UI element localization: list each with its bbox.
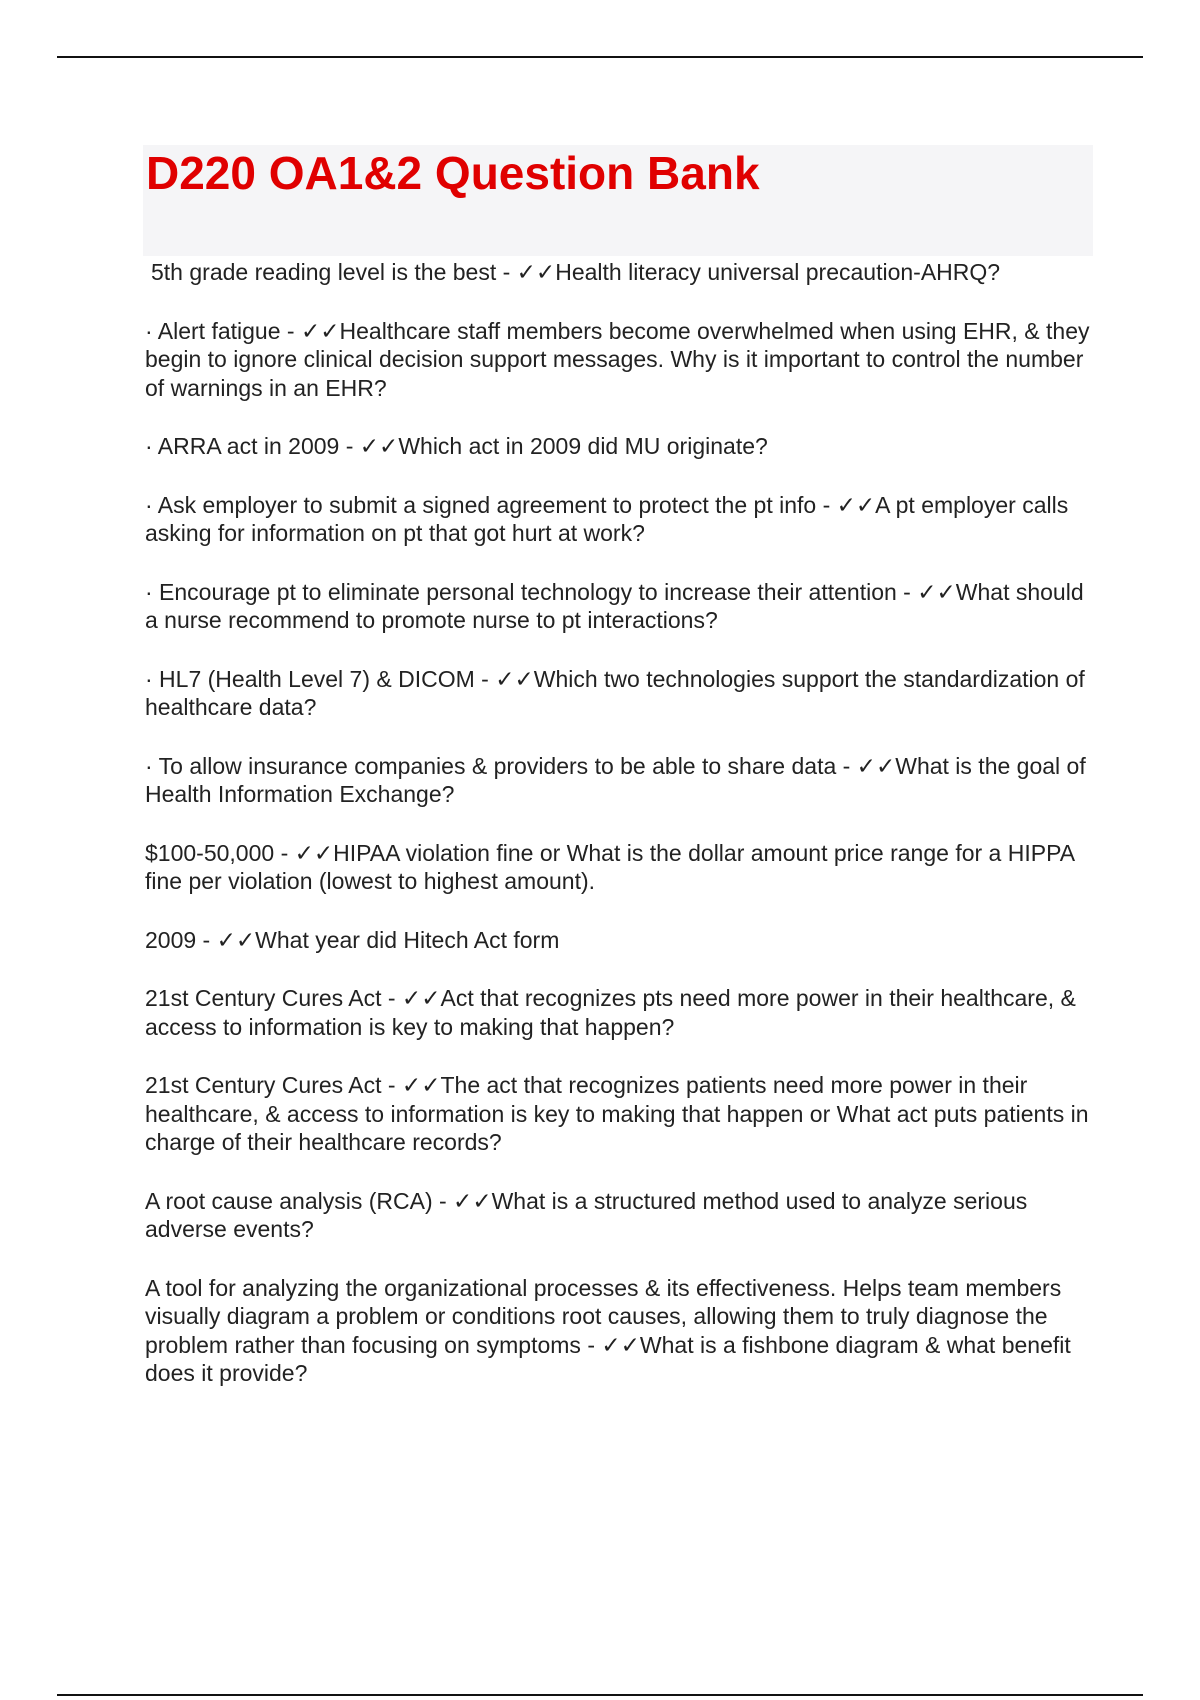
question-item: · ARRA act in 2009 - ✓✓Which act in 2009 did MU originate?	[145, 433, 768, 459]
question-item: A root cause analysis (RCA) - ✓✓What is a structured method used to analyze serious adverse events?	[145, 1187, 1028, 1242]
question-item: 2009 - ✓✓What year did Hitech Act form	[145, 926, 560, 953]
question-item: A tool for analyzing the organizational processes & its effectiveness. Helps team members visually diagram a problem or conditions root causes, allowing them to truly diagnose the problem rather than focusing on symptoms - ✓✓What is a fishbone diagram & what benefit does it provide?	[145, 1274, 1071, 1386]
bottom-rule	[57, 1694, 1143, 1696]
question-item: 5th grade reading level is the best - ✓✓Health literacy universal precaution-AHRQ?	[151, 259, 1001, 285]
question-item: 21st Century Cures Act - ✓✓Act that recognizes pts need more power in their healthcare, & access to information is key to making that happen?	[145, 985, 1076, 1040]
question-item: · Encourage pt to eliminate personal technology to increase their attention - ✓✓What should a nurse recommend to promote nurse to pt interactions?	[145, 578, 1084, 633]
document-title: D220 OA1&2 Question Bank	[146, 147, 760, 199]
question-item: · Ask employer to submit a signed agreement to protect the pt info - ✓✓A pt employer calls asking for information on pt that got hurt at work?	[145, 491, 1069, 546]
top-rule	[57, 56, 1143, 58]
question-item: · Alert fatigue - ✓✓Healthcare staff members become overwhelmed when using EHR, & they begin to ignore clinical decision support messages. Why is it important to control the number of warnings in an EHR?	[145, 317, 1090, 401]
question-item: 21st Century Cures Act - ✓✓The act that recognizes patients need more power in their healthcare, & access to information is key to making that happen or What act puts patients in charge of their healthcare records?	[145, 1072, 1089, 1155]
question-list	[145, 258, 1090, 1418]
question-item: · HL7 (Health Level 7) & DICOM - ✓✓Which two technologies support the standardization of healthcare data?	[145, 665, 1085, 720]
question-item: $100-50,000 - ✓✓HIPAA violation fine or What is the dollar amount price range for a HIPPA fine per violation (lowest to highest amount).	[145, 839, 1074, 894]
question-item: · To allow insurance companies & providers to be able to share data - ✓✓What is the goal of Health Information Exchange?	[145, 752, 1086, 807]
